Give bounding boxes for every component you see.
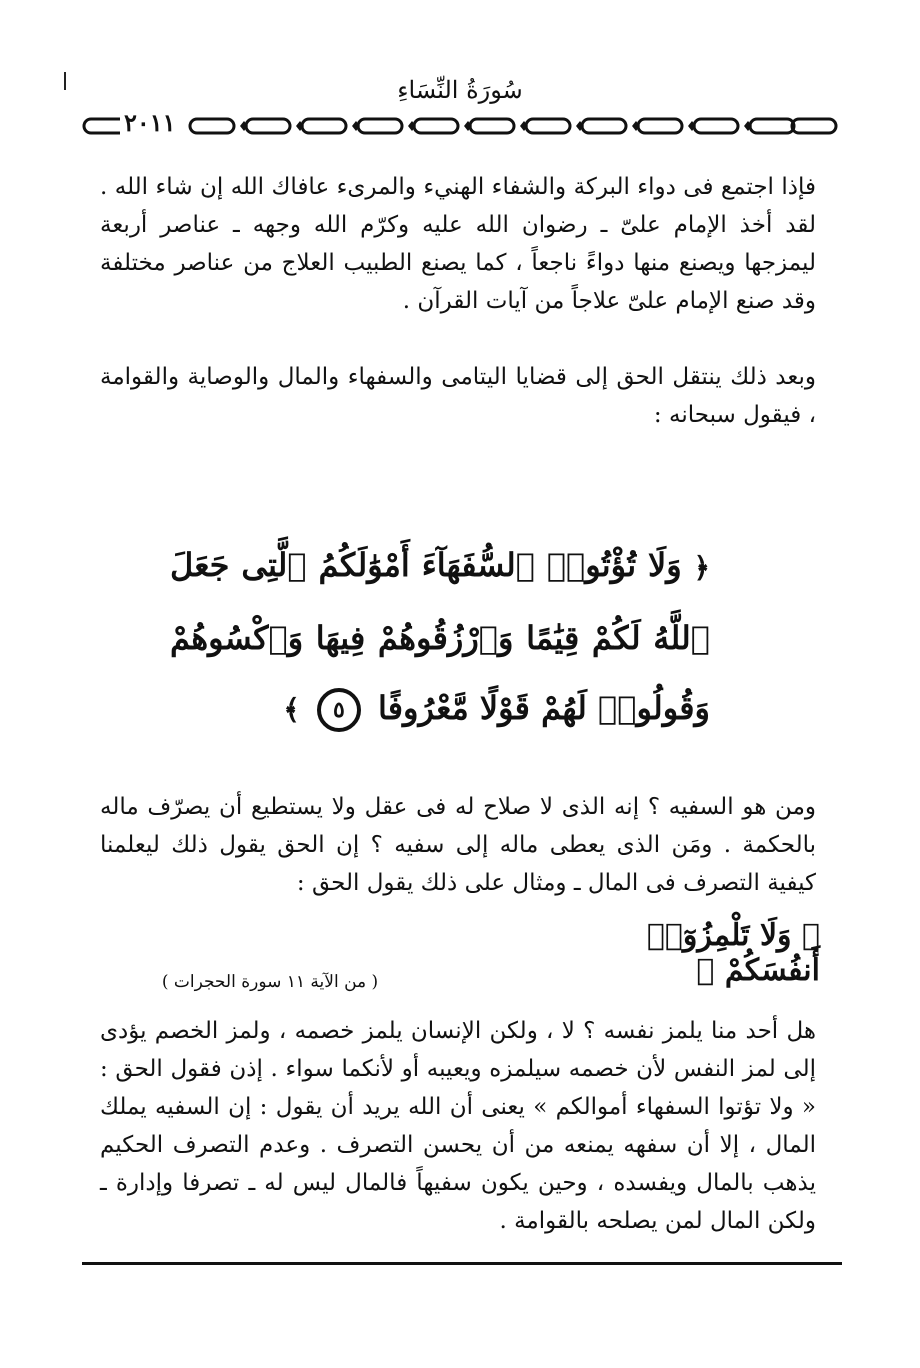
paragraph-4: هل أحد منا يلمز نفسه ؟ لا ، ولكن الإنسان يلمز خصمه ، ولمز الخصم يؤدى إلى لمز النفس لأن خصمه سيلمزه ويعيبه أو لأنكما سواء . إذن فقول الحق : « ولا تؤتوا السفهاء أموالكم » يعنى أن الله يريد أن يقول : إن السفيه يملك المال ، إلا أن سفهه يمنعه من أن يحسن التصرف . وعدم التصرف الحكيم يذهب بالمال ويفسده ، وحين يكون سفيهاً فالمال ليس له ـ تصرفا وإدارة ـ ولكن المال لمن يصلحه بالقوامة . [100,1018,816,1234]
verse-source-reference: ( من الآية ١١ سورة الحجرات ) [161,972,379,992]
quran-verse-block [170,530,710,745]
footer-rule-divider [82,1262,842,1265]
paragraph-2: وبعد ذلك ينتقل الحق إلى قضايا اليتامى والسفهاء والمال والوصاية والقوامة ، فيقول سبحانه : [100,364,816,428]
quoted-verse: ﴿ وَلَا تَلْمِزُوٓا۟ أَنفُسَكُمْ ﴾ [646,918,820,988]
header-ornament-band [80,110,840,140]
paragraph-3: ومن هو السفيه ؟ إنه الذى لا صلاح له فى عقل ولا يستطيع أن يصرّف ماله بالحكمة . ومَن الذى يعطى ماله إلى سفيه ؟ إن الحق يقول ذلك ليعلمنا كيفية التصرف فى المال ـ ومثال على ذلك يقول الحق : [100,794,816,896]
verse-open-ornament-icon: ﴿ [693,550,711,584]
page-number: ٢٠١١ [120,108,180,137]
ayah-number-badge: ٥ [317,688,361,732]
surah-title: سُورَةُ النِّسَاءِ [397,76,523,104]
verse-close-ornament-icon: ﴾ [283,693,300,726]
paragraph-1: فإذا اجتمع فى دواء البركة والشفاء الهنيء والمرىء عافاك الله إن شاء الله . لقد أخذ الإمام علىّ ـ رضوان الله عليه وكرّم الله وجهه ـ عناصر أربعة ليمزجها ويصنع منها دواءً ناجعاً ، كما يصنع الطبيب العلاج من عناصر مختلفة وقد صنع الإمام علىّ علاجاً من آيات القرآن . [100,174,816,314]
quran-verse-text: وَلَا تُؤْتُوا۟ ٱلسُّفَهَآءَ أَمْوَٰلَكُمُ ٱلَّتِى جَعَلَ ٱللَّهُ لَكُمْ قِيَٰمًا وَٱرْزُقُوهُمْ فِيهَا وَٱكْسُوهُمْ وَقُولُوا۟ لَهُمْ قَوْلًا مَّعْرُوفًا [170,546,710,727]
